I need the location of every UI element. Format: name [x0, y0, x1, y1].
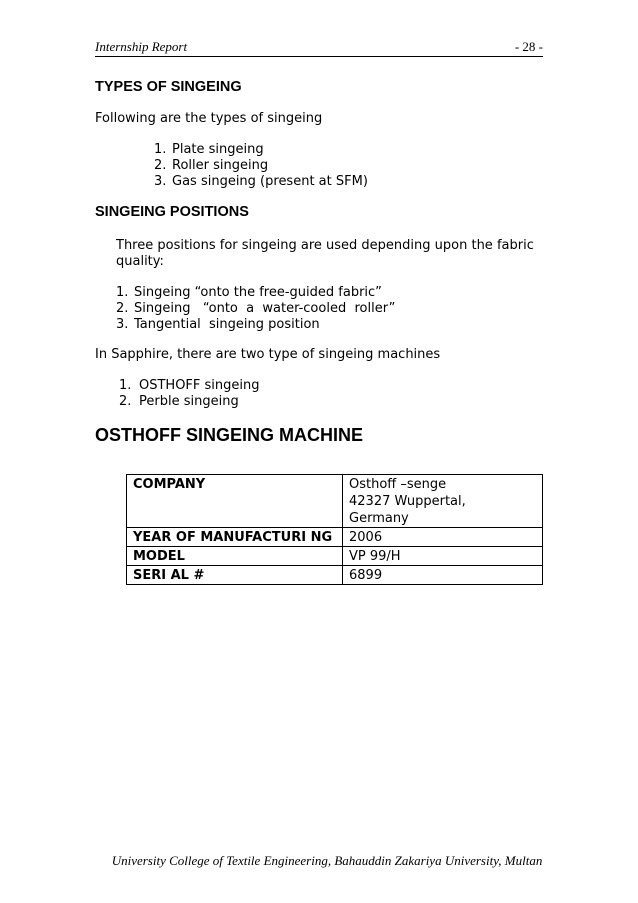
serial-label: SERI AL #	[127, 566, 343, 585]
list-text: Gas singeing (present at SFM)	[172, 174, 368, 189]
model-value: VP 99/H	[343, 547, 543, 566]
list-item	[116, 301, 395, 316]
table-row	[127, 566, 543, 585]
table-row	[127, 475, 543, 528]
serial-value: 6899	[343, 566, 543, 585]
page-number: - 28 -	[514, 39, 543, 54]
list-text: Singeing “onto a water-cooled roller”	[134, 301, 396, 316]
osthoff-heading: OSTHOFF SINGEING MACHINE	[95, 425, 364, 445]
machine-specs-table	[126, 474, 543, 585]
list-text: Plate singeing	[172, 142, 264, 157]
list-number: 1.	[116, 285, 129, 300]
report-title: Internship Report	[95, 39, 188, 54]
list-number: 2.	[154, 158, 167, 173]
positions-heading: SINGEING POSITIONS	[95, 204, 249, 220]
list-item	[119, 394, 239, 409]
list-item	[116, 317, 320, 332]
list-text: Singeing “onto the free-guided fabric”	[134, 285, 382, 300]
list-text: Tangential singeing position	[134, 317, 320, 332]
list-item	[154, 174, 368, 189]
list-item	[116, 285, 382, 300]
list-number: 2.	[116, 301, 129, 316]
list-number: 3.	[116, 317, 129, 332]
list-item	[154, 142, 264, 157]
list-text: Roller singeing	[172, 158, 269, 173]
page-header	[95, 36, 543, 57]
machines-intro: In Sapphire, there are two type of singeing machines	[95, 347, 441, 362]
company-value-line: 42327 Wuppertal,	[349, 494, 466, 509]
list-number: 3.	[154, 174, 167, 189]
list-number: 1.	[154, 142, 167, 157]
positions-intro-line1: Three positions for singeing are used depending upon the fabric	[116, 238, 534, 253]
table-row	[127, 547, 543, 566]
page-footer: University College of Textile Engineering, Bahauddin Zakariya University, Multan	[111, 853, 543, 868]
model-label: MODEL	[127, 547, 343, 566]
list-item	[119, 378, 260, 393]
types-heading: TYPES OF SINGEING	[95, 79, 242, 95]
company-value	[343, 475, 543, 528]
year-value: 2006	[343, 528, 543, 547]
list-number: 1.	[119, 378, 132, 393]
list-item	[154, 158, 268, 173]
table-row	[127, 528, 543, 547]
company-value-line: Osthoff –senge	[349, 477, 447, 492]
list-number: 2.	[119, 394, 132, 409]
positions-intro-line2: quality:	[116, 254, 164, 269]
list-text: OSTHOFF singeing	[139, 378, 260, 393]
list-text: Perble singeing	[139, 394, 239, 409]
company-label: COMPANY	[127, 475, 343, 528]
types-intro: Following are the types of singeing	[95, 111, 323, 126]
year-label: YEAR OF MANUFACTURI NG	[127, 528, 343, 547]
company-value-line: Germany	[349, 511, 409, 526]
